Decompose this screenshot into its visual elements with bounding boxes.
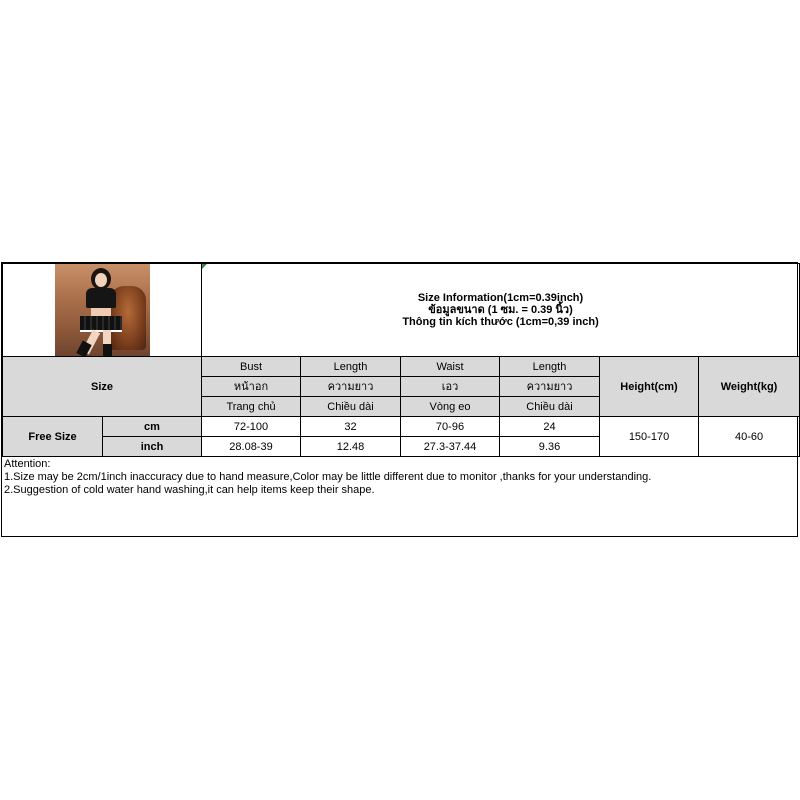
free-size-label: Free Size [3, 417, 103, 457]
bust-cm: 72-100 [202, 417, 301, 437]
length-inch: 12.48 [301, 437, 401, 457]
col-waist-vi: Vòng eo [401, 397, 500, 417]
col-length-vi: Chiều dài [301, 397, 401, 417]
size-info-vietnamese: Thông tin kích thước (1cm=0,39 inch) [402, 316, 599, 328]
size-information-title [202, 264, 800, 357]
size-header: Size [3, 357, 202, 417]
bust-inch: 28.08-39 [202, 437, 301, 457]
attention-notes [4, 458, 651, 497]
col-height-header: Height(cm) [600, 357, 699, 417]
col-length2-th: ความยาว [500, 377, 600, 397]
weight-value: 40-60 [699, 417, 800, 457]
unit-cm: cm [103, 417, 202, 437]
size-info-thai: ข้อมูลขนาด (1 ซม. = 0.39 นิ้ว) [428, 304, 573, 316]
waist-cm: 70-96 [401, 417, 500, 437]
col-waist-en: Waist [401, 357, 500, 377]
col-bust-vi: Trang chủ [202, 397, 301, 417]
attention-line-2: 2.Suggestion of cold water hand washing,it can help items keep their shape. [4, 484, 375, 496]
length2-inch: 9.36 [500, 437, 600, 457]
product-photo-cell [3, 264, 202, 357]
attention-line-1: 1.Size may be 2cm/1inch inaccuracy due to hand measure,Color may be little different due to monitor ,thanks for your understanding. [4, 471, 652, 483]
size-info-english: Size Information(1cm=0.39inch) [417, 292, 584, 304]
cell-corner-marker [202, 264, 207, 269]
length-cm: 32 [301, 417, 401, 437]
waist-inch: 27.3-37.44 [401, 437, 500, 457]
col-length-th: ความยาว [301, 377, 401, 397]
col-waist-th: เอว [401, 377, 500, 397]
col-bust-th: หน้าอก [202, 377, 301, 397]
col-length2-en: Length [500, 357, 600, 377]
size-chart-sheet [1, 262, 798, 537]
col-length2-vi: Chiều dài [500, 397, 600, 417]
size-chart-table [2, 263, 800, 457]
height-value: 150-170 [600, 417, 699, 457]
unit-inch: inch [103, 437, 202, 457]
length2-cm: 24 [500, 417, 600, 437]
col-weight-header: Weight(kg) [699, 357, 800, 417]
col-bust-en: Bust [202, 357, 301, 377]
attention-title: Attention: [4, 458, 51, 470]
product-photo [55, 264, 150, 356]
col-length-en: Length [301, 357, 401, 377]
